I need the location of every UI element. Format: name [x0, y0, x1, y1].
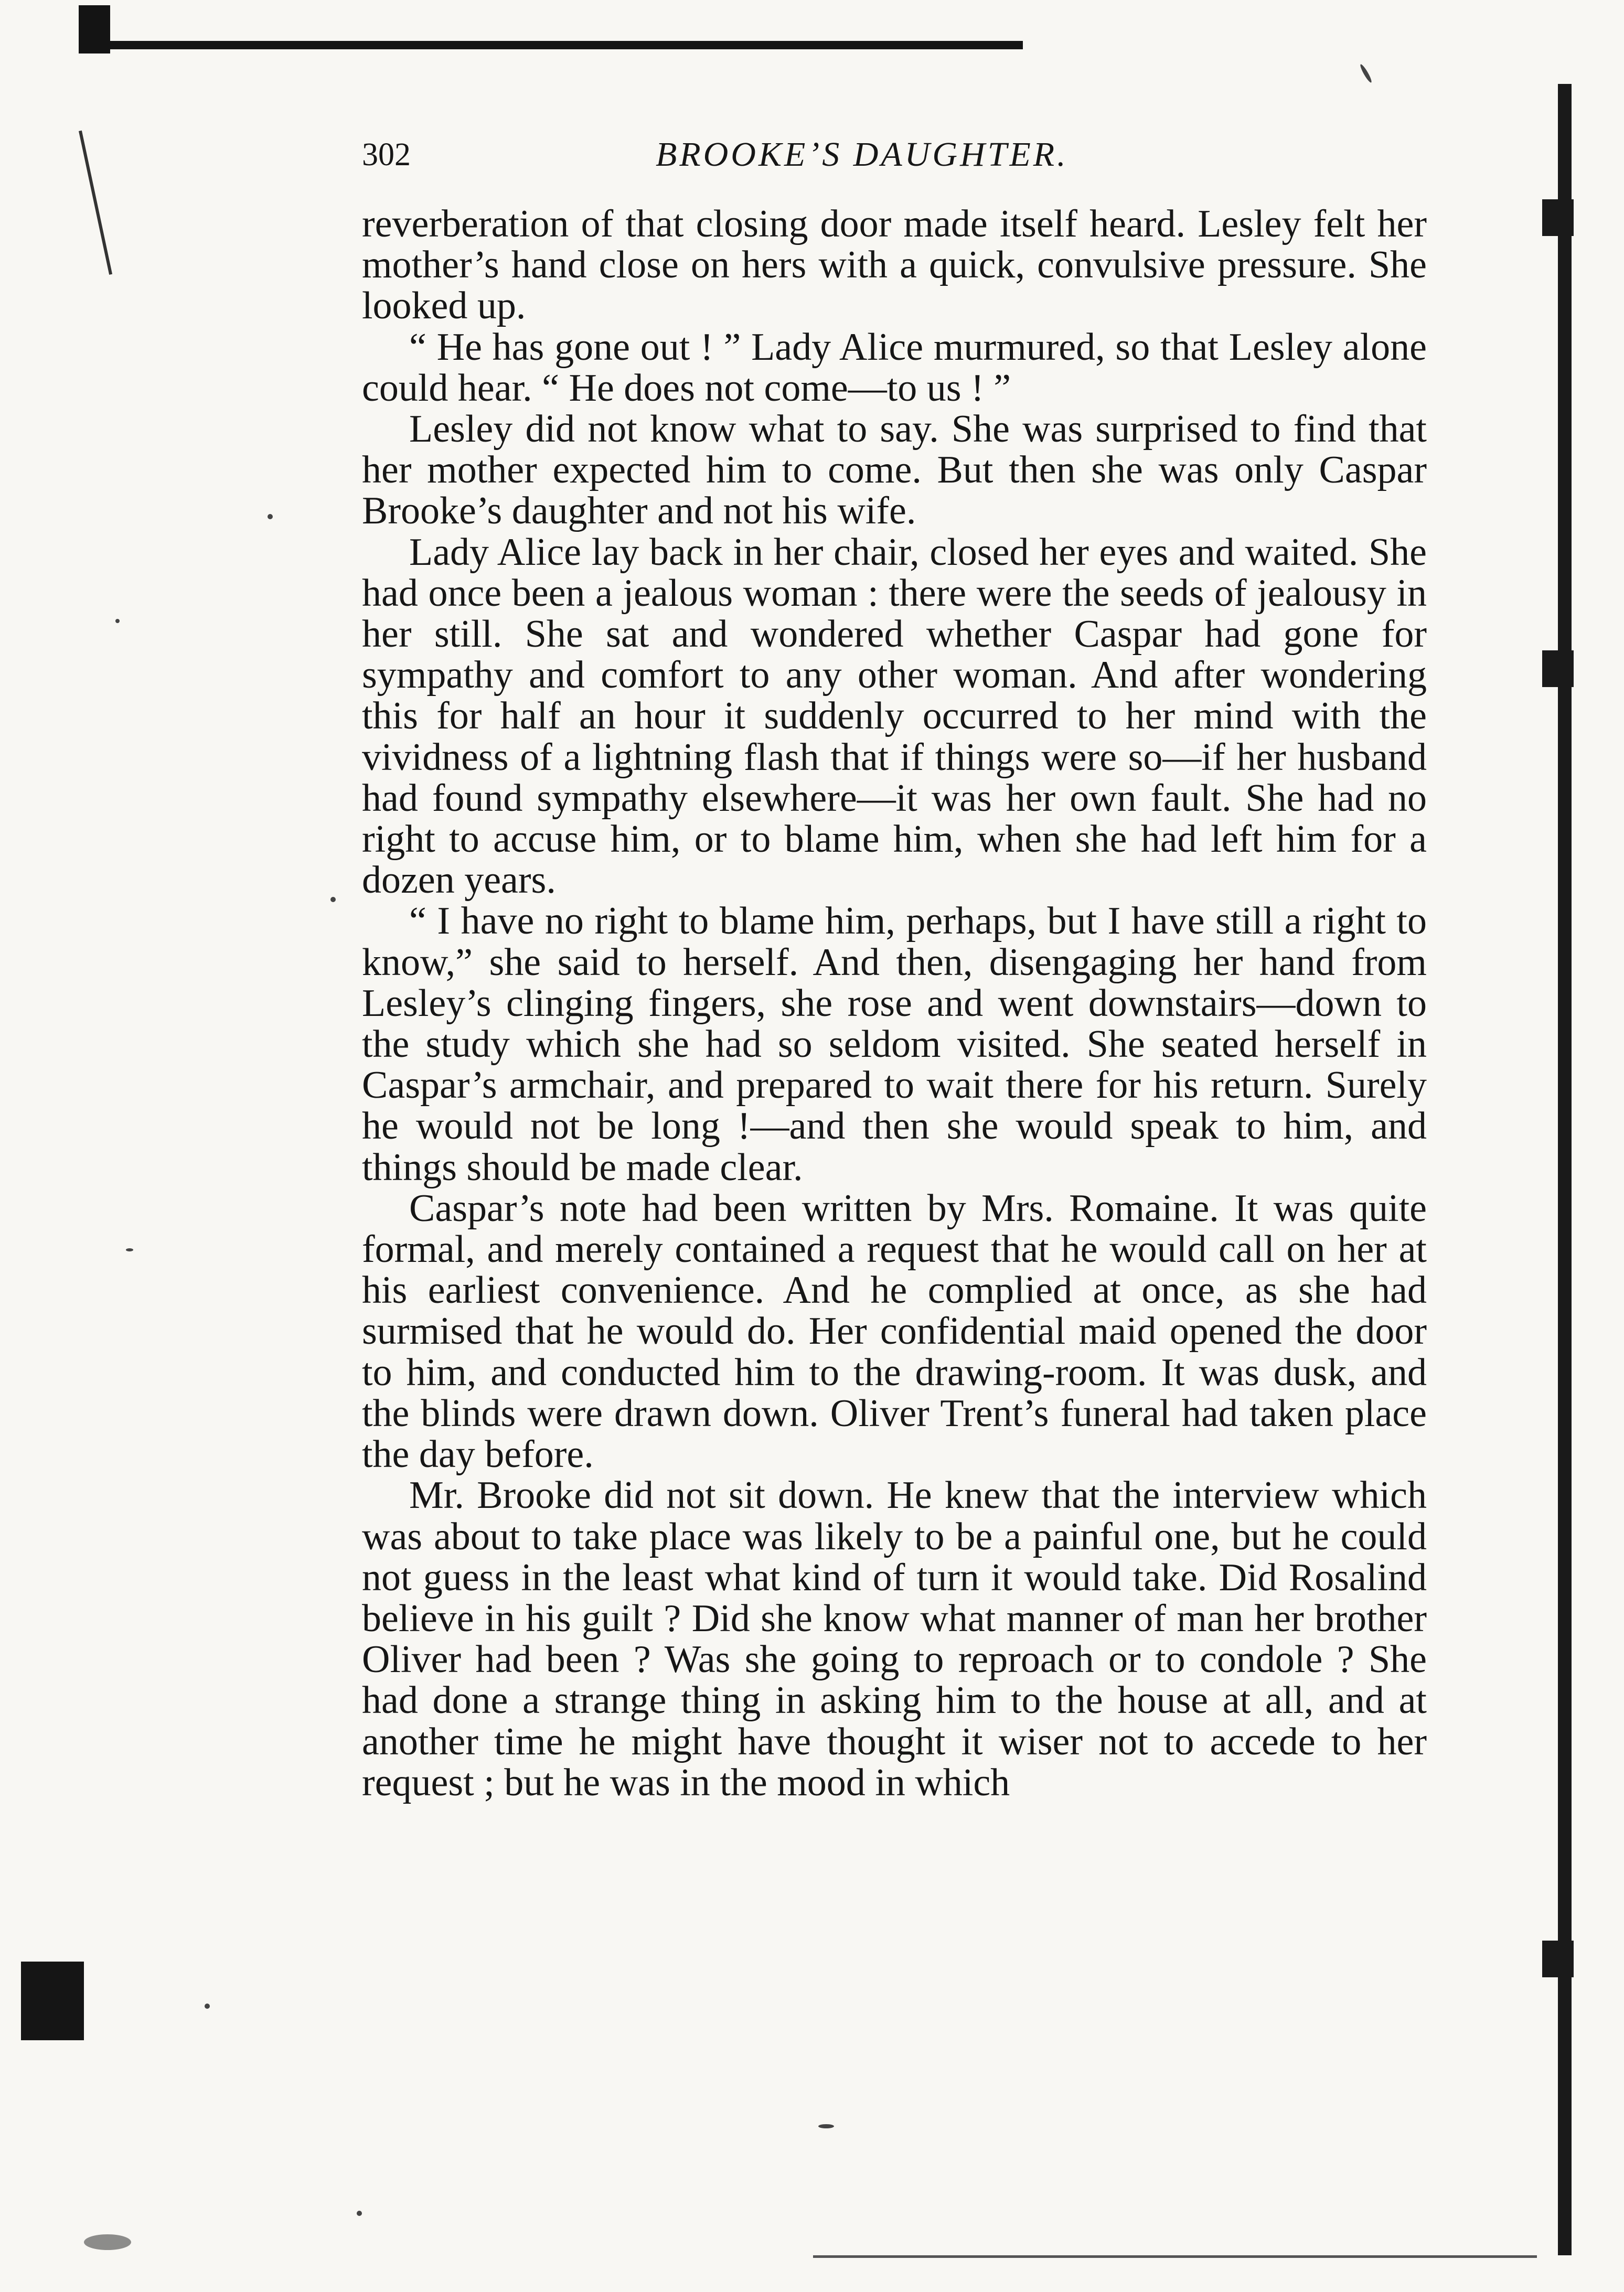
scan-speck: [205, 2004, 210, 2009]
running-title: BROOKE’S DAUGHTER.: [656, 135, 1069, 174]
page-header: [362, 131, 1427, 178]
paragraph: “ He has gone out ! ” Lady Alice murmured, so that Lesley alone could hear. “ He does not come—to us ! ”: [362, 325, 1427, 410]
scan-speck: [268, 514, 273, 519]
scan-binding-notch: [1542, 1941, 1574, 1977]
paragraph: Lesley did not know what to say. She was surprised to find that her mother expected him to come. But then she was only Caspar Brooke’s daughter and not his wife.: [362, 408, 1427, 533]
body-text: [362, 204, 1427, 1803]
scan-bottom-rule: [813, 2255, 1537, 2258]
scan-speck: [357, 2211, 362, 2216]
paragraph: Caspar’s note had been written by Mrs. Romaine. It was quite formal, and merely contained a request that he would call on her at his earliest convenience. And he complied at once, as she had surmised that he would do. Her confidential maid opened the door to him, and conducted him to the drawing-room. It was dusk, and the blinds were drawn down. Oliver Trent’s funeral had taken place the day before.: [362, 1186, 1427, 1476]
scan-speck: [84, 2234, 131, 2250]
scan-left-stroke: [79, 131, 112, 275]
scan-binding-notch: [1542, 650, 1574, 687]
scan-speck: [115, 619, 120, 623]
paragraph: Lady Alice lay back in her chair, closed her eyes and waited. She had once been a jealous woman : there were the seeds of jealousy in her still. She sat and wondered whether Caspar had gone for sympathy and comfort to any other woman. And after wondering this for half an hour it suddenly occurred to her mind with the vividness of a lightning flash that if things were so—if her husband had found sympathy elsewhere—it was her own fault. She had no right to accuse him, or to blame him, when she had left him for a dozen years.: [362, 530, 1427, 902]
page-number: 302: [362, 137, 411, 173]
scan-binding-edge: [1558, 84, 1572, 2255]
paragraph: Mr. Brooke did not sit down. He knew that the interview which was about to take place was likely to be a painful one, but he could not guess in the least what kind of turn it would take. Did Rosalind believe in his guilt ? Did she know what manner of man her brother Oliver had been ? Was she going to reproach or to condole ? She had done a strange thing in asking him to the house at all, and at another time he might have thought it wiser not to accede to her request ; but he was in the mood in which: [362, 1474, 1427, 1804]
scan-binding-notch: [1542, 199, 1574, 236]
paragraph: reverberation of that closing door made itself heard. Lesley felt her mother’s hand close on hers with a quick, convulsive pressure. She looked up.: [362, 202, 1427, 328]
scan-speck: [126, 1248, 133, 1251]
scan-top-rule: [79, 41, 1023, 49]
scan-speck: [1359, 63, 1373, 84]
paragraph: “ I have no right to blame him, perhaps, but I have still a right to know,” she said to herself. And then, disengaging her hand from Lesley’s clinging fingers, she rose and went downstairs—down to the study which she had so seldom visited. She seated herself in Caspar’s armchair, and prepared to wait there for his return. Surely he would not be long !—and then she would speak to him, and things should be made clear.: [362, 899, 1427, 1189]
scan-speck: [818, 2124, 834, 2128]
scan-speck: [330, 897, 336, 902]
scan-left-mark: [21, 1962, 84, 2040]
